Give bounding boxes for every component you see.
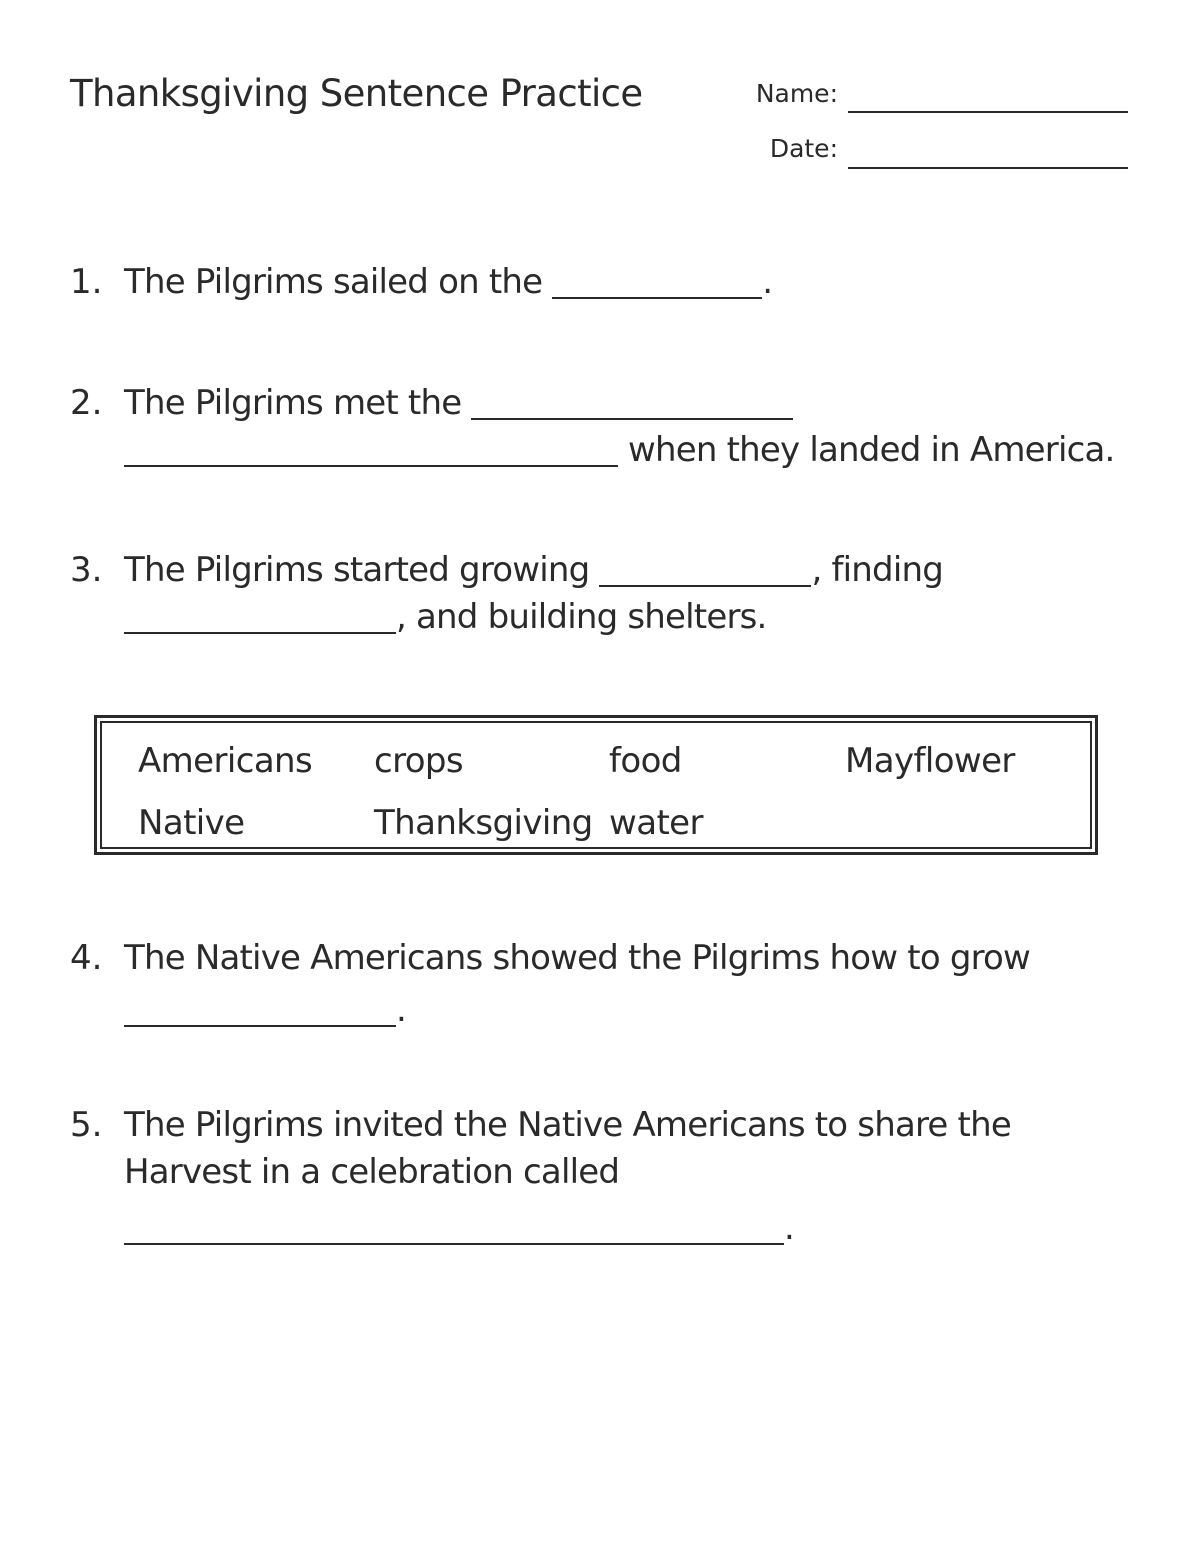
date-field[interactable] <box>848 167 1128 169</box>
question-5-punct: . <box>784 1208 795 1248</box>
question-5-line-3 <box>124 1208 794 1248</box>
question-1-blank[interactable] <box>552 263 762 299</box>
question-1-line-1 <box>124 262 772 302</box>
question-2-line-1 <box>124 383 793 423</box>
question-3-blank-2[interactable] <box>124 598 396 634</box>
question-3-text-mid: , finding <box>811 550 943 590</box>
page-title: Thanksgiving Sentence Practice <box>70 72 643 115</box>
question-1-text: The Pilgrims sailed on the <box>124 262 543 302</box>
question-4-number: 4. <box>70 938 103 978</box>
question-3-line-2 <box>124 597 767 637</box>
question-4-line-2 <box>124 990 406 1030</box>
word-bank-word: crops <box>374 741 464 781</box>
question-1-punct: . <box>762 262 773 302</box>
question-2-blank-2[interactable] <box>124 431 618 467</box>
question-3-text-end: , and building shelters. <box>396 597 767 637</box>
question-3-line-1 <box>124 550 943 590</box>
word-bank-word: Thanksgiving <box>374 803 593 843</box>
question-5-line-1: The Pilgrims invited the Native Americans to share the <box>124 1105 1011 1145</box>
question-4-punct: . <box>396 990 407 1030</box>
word-bank-word: Native <box>138 803 245 843</box>
word-bank-word: Americans <box>138 741 313 781</box>
question-2-text-end: when they landed in America. <box>628 430 1115 470</box>
word-bank-word: food <box>609 741 682 781</box>
question-2-blank-1[interactable] <box>471 384 793 420</box>
question-2-line-2 <box>124 430 1115 470</box>
question-5-line-2: Harvest in a celebration called <box>124 1152 620 1192</box>
question-3-blank-1[interactable] <box>599 551 811 587</box>
question-3-number: 3. <box>70 550 103 590</box>
question-2-text: The Pilgrims met the <box>124 383 462 423</box>
question-4-line-1: The Native Americans showed the Pilgrims how to grow <box>124 938 1031 978</box>
word-bank-word: water <box>609 803 703 843</box>
name-label: Name: <box>755 79 838 108</box>
date-label: Date: <box>769 134 838 163</box>
question-2-number: 2. <box>70 383 103 423</box>
name-field[interactable] <box>848 111 1128 113</box>
question-4-blank[interactable] <box>124 991 396 1027</box>
question-3-text: The Pilgrims started growing <box>124 550 590 590</box>
word-bank-word: Mayflower <box>845 741 1015 781</box>
word-bank <box>94 715 1098 855</box>
question-5-number: 5. <box>70 1105 103 1145</box>
question-1-number: 1. <box>70 262 103 302</box>
word-bank-inner <box>100 721 1092 849</box>
question-5-blank[interactable] <box>124 1209 784 1245</box>
